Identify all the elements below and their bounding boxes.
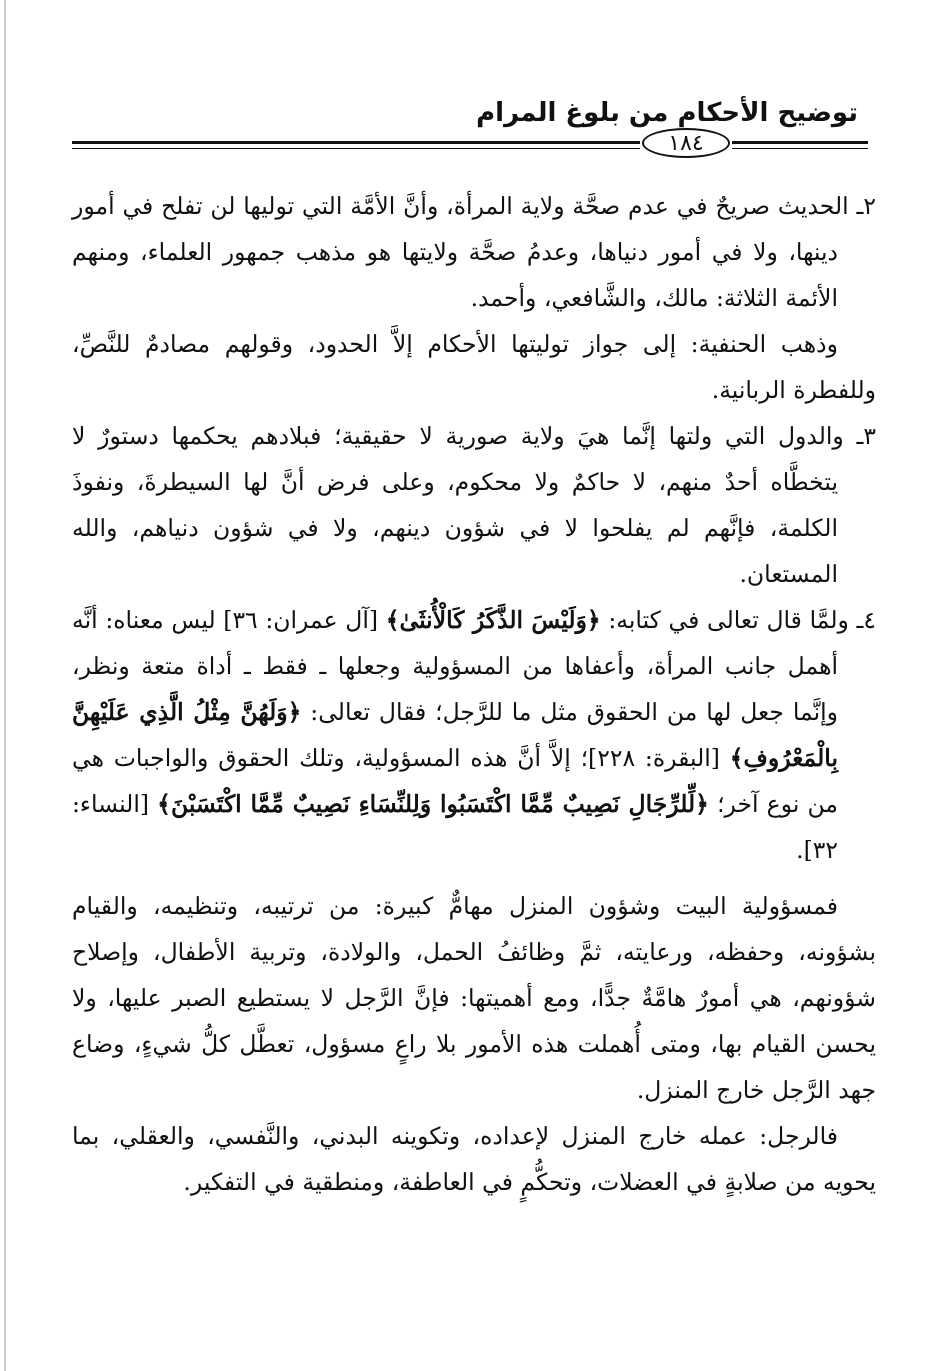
paragraph-point-3: ٣ـ والدول التي ولتها إنَّما هيَ ولاية صورية لا حقيقية؛ فبلادهم يحكمها دستورٌ لا يتخطَّاه أحدٌ منهم، لا حاكمٌ ولا محكوم، وعلى فرض أنَّ لها السيطرةَ، ونفوذَ الكلمة، فإنَّهم لم يفلحوا لا في شؤون دينهم، ولا في شؤون دنياهم، والله المستعان. xyxy=(72,422,876,588)
header-rule-left xyxy=(72,141,640,149)
header-rule xyxy=(72,128,868,168)
page-edge-line xyxy=(4,0,6,1371)
header-rule-right xyxy=(732,141,868,149)
paragraph-point-2: ٢ـ الحديث صريحٌ في عدم صحَّة ولاية المرأة، وأنَّ الأمَّة التي توليها لن تفلح في أمور دينها، ولا في أمور دنياها، وعدمُ صحَّة ولايتها هو مذهب جمهور العلماء، ومنهم الأئمة الثلاثة: مالك، والشَّافعي، وأحمد. xyxy=(72,192,877,312)
point-4-intro: ٤ـ ولمَّا قال تعالى في كتابه: xyxy=(600,606,876,634)
quran-verse-nisa: ﴿لِّلرِّجَالِ نَصِيبٌ مِّمَّا اكْتَسَبُوا وَلِلنِّسَاءِ نَصِيبٌ مِّمَّا اكْتَسَبْنَ﴾ xyxy=(157,790,709,818)
paragraph-man-role: فالرجل: عمله خارج المنزل لإعداده، وتكوينه البدني، والنَّفسي، والعقلي، بما يحويه من صلابةٍ في العضلات، وتحكُّمٍ في العاطفة، ومنطقية في التفكير. xyxy=(72,1122,876,1196)
paragraph-point-4 xyxy=(72,597,876,873)
running-title: توضيح الأحكام من بلوغ المرام xyxy=(476,98,858,128)
point-4-text-2: [البقرة: ٢٢٨]؛ إلاَّ أنَّ هذه المسؤولية، وتلك الحقوق والواجبات هي من نوع آخر؛ xyxy=(72,744,838,818)
page-body xyxy=(72,183,876,1205)
point-4-citation: [النساء: ٣٢]. xyxy=(72,790,838,864)
quran-verse-baqara: ﴿وَلَهُنَّ مِثْلُ الَّذِي عَلَيْهِنَّ بِالْمَعْرُوفِ﴾ xyxy=(72,698,838,772)
page-number: ١٨٤ xyxy=(642,128,730,158)
point-4-text-1: [آل عمران: ٣٦] ليس معناه: أنَّه أهمل جانب المرأة، وأعفاها من المسؤولية وجعلها ـ فقط ـ أداة متعة ونظر، وإنَّما جعل لها من الحقوق مثل ما للرَّجل؛ فقال تعالى: xyxy=(72,606,838,726)
quran-verse-al-imran: ﴿وَلَيْسَ الذَّكَرُ كَالْأُنثَىٰ﴾ xyxy=(385,606,601,634)
paragraph-hanafi-view: وذهب الحنفية: إلى جواز توليتها الأحكام إلاَّ الحدود، وقولهم مصادمٌ للنَّصِّ، وللفطرة الربانية. xyxy=(72,330,876,404)
paragraph-home-responsibility: فمسؤولية البيت وشؤون المنزل مهامٌّ كبيرة: من ترتيبه، وتنظيمه، والقيام بشؤونه، وحفظه، ورعايته، ثمَّ وظائفُ الحمل، والولادة، وتربية الأطفال، وإصلاح شؤونهم، هي أمورٌ هامَّةٌ جدًّا، ومع أهميتها: فإنَّ الرَّجل لا يستطيع الصبر عليها، ولا يحسن القيام بها، ومتى أُهملت هذه الأمور بلا راعٍ مسؤول، تعطَّل كلُّ شيءٍ، وضاع جهد الرَّجل خارج المنزل. xyxy=(72,892,876,1104)
